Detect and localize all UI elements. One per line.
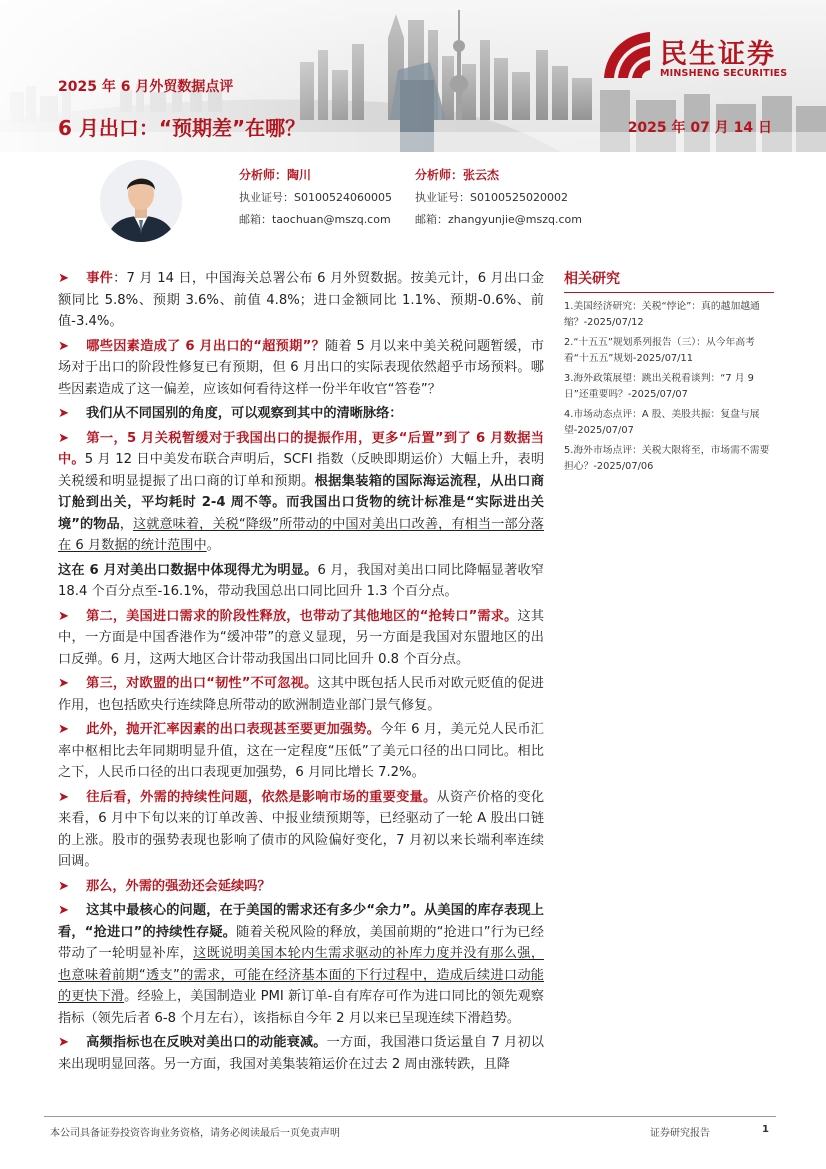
arrow-bullet-icon: ➤ bbox=[58, 676, 70, 691]
report-date: 2025 年 07 月 14 日 bbox=[627, 120, 772, 136]
paragraph-overview bbox=[58, 403, 544, 425]
analyst-photo bbox=[100, 160, 182, 242]
analyst-avatar bbox=[100, 160, 182, 242]
paragraph-lead: 哪些因素造成了 6 月出口的“超预期”？ bbox=[86, 338, 325, 354]
paragraph-text: 。 bbox=[206, 538, 220, 553]
logo-cn-text: 民生证券 bbox=[660, 39, 776, 70]
paragraph-lead: 往后看，外需的持续性问题，依然是影响市场的重要变量。 bbox=[86, 789, 437, 805]
paragraph-core-issue bbox=[58, 900, 544, 1029]
paragraph-high-frequency bbox=[58, 1032, 544, 1075]
sidebar-title: 相关研究 bbox=[564, 268, 774, 293]
related-research-link[interactable]: 1.美国经济研究：关税“悖论”：真的越加越通缩？-2025/07/12 bbox=[564, 301, 760, 328]
footer-divider bbox=[44, 1116, 776, 1117]
related-research-link[interactable]: 5.海外市场点评：关税大限将至，市场需不需要担心？-2025/07/06 bbox=[564, 445, 770, 472]
arrow-bullet-icon: ➤ bbox=[58, 1035, 70, 1050]
paragraph-text: 随着关税风险的释放，美国前期的“抢进口”行为已经带动了一轮明显补库， bbox=[58, 924, 544, 961]
paragraph-bold-text: 根据集装箱的国际海运流程，从出口商订舱到出关，平均耗时 2-4 周不等。而我国出口货物的统计标准是“实际进出关境”的物品 bbox=[58, 473, 545, 532]
paragraph-text: 今年 6 月，美元兑人民币汇率中枢相比去年同期明显升值，这在一定程度“压低”了美元口径的出口同比。相比之下，人民币口径的出口表现更加强势，6 月同比增长 7.2%。 bbox=[58, 722, 544, 780]
paragraph-second-point bbox=[58, 606, 544, 671]
paragraph-question bbox=[58, 336, 544, 401]
paragraph-lead: 第三，对欧盟的出口“韧性”不可忽视。 bbox=[86, 676, 318, 691]
analyst-email[interactable]: 邮箱：taochuan@mszq.com bbox=[239, 213, 391, 226]
paragraph-underline-text: 这就意味着，关税“降级”所带动的中国对美出口改善，有相当一部分落在 6 月数据的统计范围中 bbox=[58, 516, 544, 553]
minsheng-logo bbox=[600, 24, 810, 88]
report-type: 2025 年 6 月外贸数据点评 bbox=[58, 79, 234, 95]
analyst-name: 分析师：陶川 bbox=[239, 168, 312, 182]
analyst-cert: 执业证号：S0100525020002 bbox=[415, 191, 568, 204]
analyst-email[interactable]: 邮箱：zhangyunjie@mszq.com bbox=[415, 213, 582, 226]
paragraph-text: 这其中，一方面是中国香港作为“缓冲带”的意义显现，另一方面是我国对东盟地区的出口反弹。6 月，这两大地区合计带动我国出口同比回升 0.8 个百分点。 bbox=[58, 608, 544, 667]
analyst-cert: 执业证号：S0100524060005 bbox=[239, 191, 392, 204]
paragraph-underline-text: 这既说明美国本轮内生需求驱动的补库力度并没有那么强，也意味着前期“透支”的需求，可能在经济基本面的下行过程中，造成后续进口动能的更快下滑 bbox=[58, 946, 545, 1004]
arrow-bullet-icon: ➤ bbox=[58, 271, 70, 286]
paragraph-question-2 bbox=[58, 876, 544, 898]
arrow-bullet-icon: ➤ bbox=[58, 878, 70, 894]
paragraph-text: ， bbox=[119, 516, 133, 532]
minsheng-logo-icon bbox=[600, 26, 656, 86]
paragraph-lead: 此外，抛开汇率因素的出口表现甚至要更加强势。 bbox=[86, 722, 381, 737]
paragraph-text: 这其中既包括人民币对欧元贬值的促进作用，也包括欧央行连续降息所带动的欧洲制造业部门景气修复。 bbox=[58, 676, 544, 713]
paragraph-text: ：7 月 14 日，中国海关总署公布 6 月外贸数据。按美元计，6 月出口金额同比 5.8%、预期 3.6%、前值 4.8%；进口金额同比 1.1%、预期-0.6%、前值-3.4%。 bbox=[58, 271, 545, 329]
footer-report-type: 证券研究报告 bbox=[650, 1128, 710, 1139]
related-research-sidebar bbox=[564, 268, 774, 479]
header-banner bbox=[0, 0, 826, 152]
related-research-link[interactable]: 2.“十五五”规划系列报告（三）：从今年高考看“十五五”规划-2025/07/11 bbox=[564, 337, 755, 364]
logo-en-text: MINSHENG SECURITIES bbox=[660, 68, 788, 79]
arrow-bullet-icon: ➤ bbox=[58, 903, 70, 918]
paragraph-exchange-rate bbox=[58, 719, 544, 784]
paragraph-lead: 第一，5 月关税暂缓对于我国出口的提振作用，更多“后置”到了 6 月数据当中。 bbox=[58, 430, 544, 467]
paragraph-lead: 我们从不同国别的角度，可以观察到其中的清晰脉络： bbox=[86, 406, 403, 421]
arrow-bullet-icon: ➤ bbox=[58, 338, 70, 354]
paragraph-text: 随着 5 月以来中美关税问题暂缓，市场对于出口的阶段性修复已有预期，但 6 月出口的实际表现依然超乎市场预料。哪些因素造成了这一偏差，应该如何看待这样一份半年收官“答卷”？ bbox=[58, 338, 544, 397]
paragraph-text: 。经验上，美国制造业 PMI 新订单-自有库存可作为进口同比的领先观察指标（领先后者 6-8 个月左右），该指标自今年 2 月以来已呈现连续下滑趋势。 bbox=[58, 989, 544, 1026]
analyst-card-1 bbox=[239, 166, 392, 233]
paragraph-event bbox=[58, 268, 544, 333]
report-title: 6 月出口：“预期差”在哪？ bbox=[58, 116, 306, 140]
arrow-bullet-icon: ➤ bbox=[58, 789, 70, 805]
arrow-bullet-icon: ➤ bbox=[58, 608, 70, 624]
paragraph-lead: 这其中最核心的问题，在于美国的需求还有多少“余力”。从美国的库存表现上看，“抢进口”的持续性存疑。 bbox=[58, 903, 544, 940]
arrow-bullet-icon: ➤ bbox=[58, 406, 70, 421]
paragraph-text: 一方面，我国港口货运量自 7 月初以来出现明显回落。另一方面，我国对美集装箱运价在过去 2 周由涨转跌，且降 bbox=[58, 1035, 544, 1072]
paragraph-outlook bbox=[58, 787, 544, 873]
paragraph-text: 6 月，我国对美出口同比降幅显著收窄 18.4 个百分点至-16.1%，带动我国总出口同比回升 1.3 个百分点。 bbox=[58, 562, 544, 599]
analyst-name: 分析师：张云杰 bbox=[415, 168, 500, 182]
paragraph-us-export bbox=[58, 560, 544, 603]
paragraph-third-point bbox=[58, 673, 544, 716]
footer-disclaimer: 本公司具备证券投资咨询业务资格，请务必阅读最后一页免责声明 bbox=[50, 1128, 340, 1139]
paragraph-lead: 事件 bbox=[86, 271, 114, 286]
paragraph-lead: 高频指标也在反映对美出口的动能衰减。 bbox=[86, 1035, 327, 1050]
related-research-link[interactable]: 3.海外政策展望：跳出关税看谈判：“7 月 9 日”还重要吗？-2025/07/07 bbox=[564, 373, 754, 400]
paragraph-first-point bbox=[58, 428, 544, 557]
paragraph-text: 5 月 12 日中美发布联合声明后，SCFI 指数（反映即期运价）大幅上升，表明关税缓和明显提振了出口商的订单和预期。 bbox=[58, 452, 545, 489]
paragraph-lead: 那么，外需的强劲还会延续吗？ bbox=[86, 878, 271, 894]
arrow-bullet-icon: ➤ bbox=[58, 430, 70, 446]
paragraph-lead: 第二，美国进口需求的阶段性释放，也带动了其他地区的“抢转口”需求。 bbox=[86, 608, 518, 624]
report-body bbox=[58, 268, 544, 1078]
related-research-link[interactable]: 4.市场动态点评：A 股、美股共振：复盘与展望-2025/07/07 bbox=[564, 409, 760, 436]
analyst-card-2 bbox=[415, 166, 582, 233]
page-number: 1 bbox=[762, 1124, 769, 1135]
arrow-bullet-icon: ➤ bbox=[58, 722, 70, 737]
paragraph-lead: 这在 6 月对美出口数据中体现得尤为明显。 bbox=[58, 562, 318, 578]
paragraph-text: 从资产价格的变化来看，6 月中下旬以来的订单改善、中报业绩预期等，已经驱动了一轮 A 股出口链的上涨。股市的强势表现也影响了债市的风险偏好变化，7 月初以来长端利率连续回调。 bbox=[58, 789, 545, 869]
